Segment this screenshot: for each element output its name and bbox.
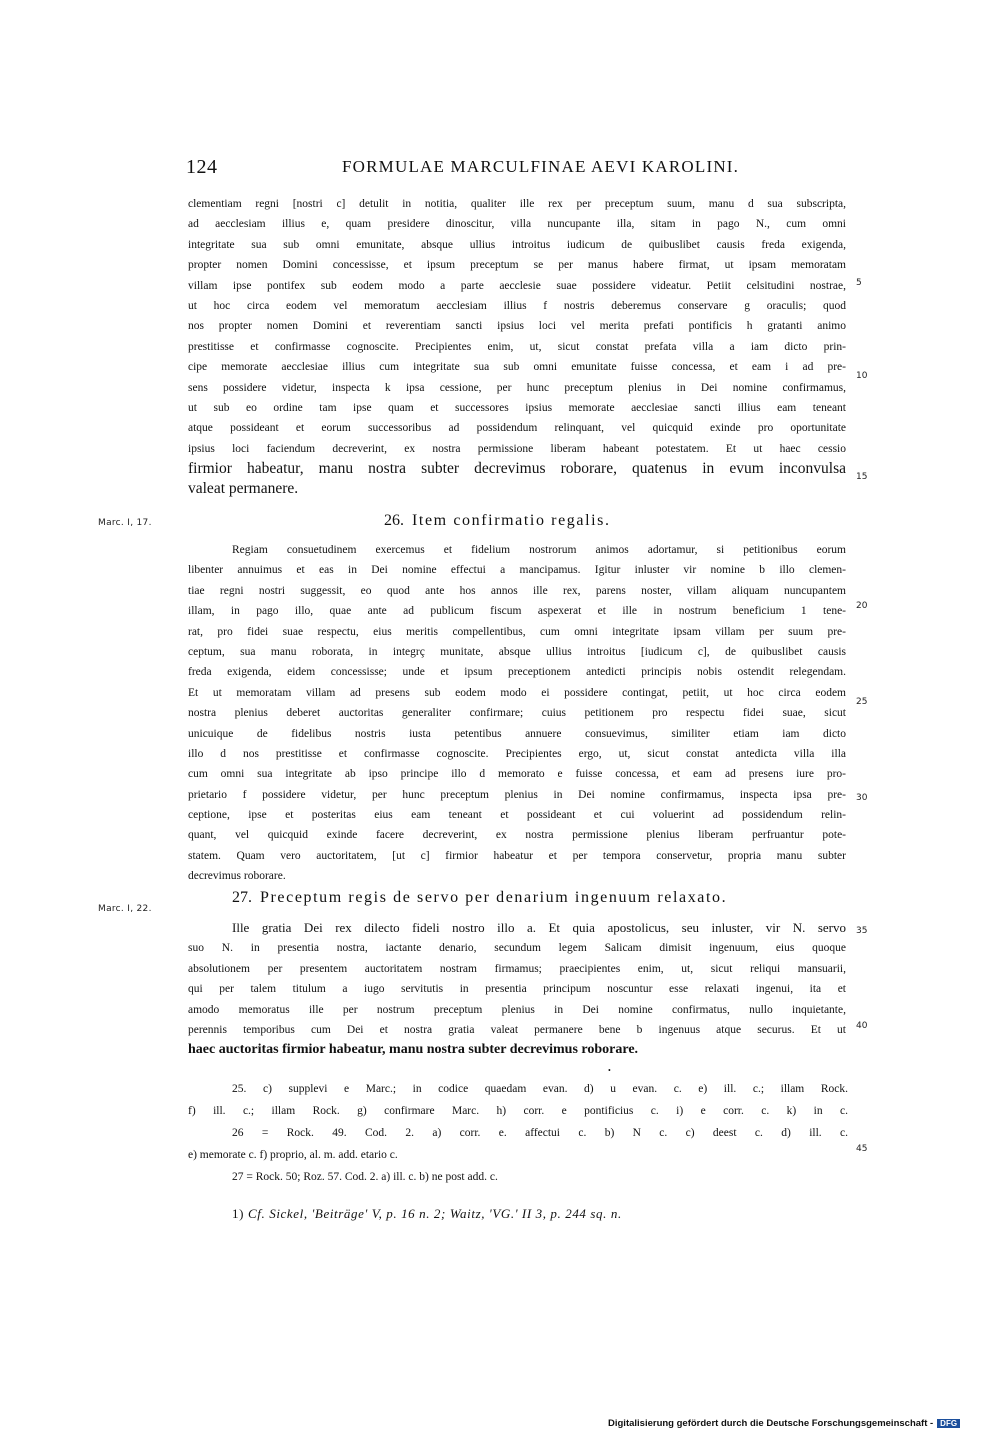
section-heading-27 [232,889,727,907]
footnote-number: 1) [232,1206,245,1221]
section-25-text [188,194,846,500]
text-line: illam, in pago illo, quae ante ad publicum fiscum aspexerat et ille in nostrum beneficium 1 tene- [188,605,846,618]
page-number: 124 [186,156,218,178]
line-number: 40 [856,1021,868,1031]
text-line: Ille gratia Dei rex dilecto fideli nostro illo a. Et quia apostolicus, seu inluster, vir N. servo [232,920,846,935]
text-line: ceptum, sua manu roborata, in integrç munitate, absque ullius introitus [iudicum c], de quibuslibet causis [188,645,846,658]
text-line: clementiam regni [nostri c] detulit in notitia, qualiter ille rex per preceptum suum, manu d sua subscripta, [188,198,846,210]
text-line: illo d nos prestitisse et confirmasse cognoscite. Precipientes ergo, ut, sicut constat antedicta villa illa [188,747,846,760]
line-number: 30 [856,793,868,803]
text-line: nos propter nomen Domini et reverentiam sancti ipsius loci vel merita prefati pontificis h gratanti animo [188,320,846,333]
text-line: Et ut memoratam villam ad presens sub eodem modo ei possidere contingat, petiit, ut hoc circa eodem [188,686,846,699]
text-line: nostra plenius deberet auctoritas generaliter confirmare; cuius petitionem pro respectu fidei suae, sicut [188,707,846,720]
text-line: ceptione, ipse et posteritas eius eam teneant et possideant et cui voluerint ad possidendum relin- [188,809,846,822]
text-line: ut hoc circa eodem vel memoratum aecclesiam illius f nostris deberemus conservare g oraculis; quod [188,299,846,312]
text-line: quant, vel quicquid exinde facere decreverint, ex nostra permissione plenius liberam perfruantur pote- [188,829,846,842]
line-number: 20 [856,601,868,611]
text-line: perennis temporibus cum Dei et nostra gratia valeat permanere bene b ingenuus atque securus. Et ut [188,1023,846,1036]
section-27-text [188,918,846,1061]
text-line: valeat permanere. [188,480,299,498]
text-line: freda exigenda, eidem concessisse; unde et ipsum preceptionem antedicti principis nobis ostendit relegendam. [188,666,846,679]
text-line: rat, pro fidei suae respectu, eius meritis compellentibus, cum omni integritate ipsam villam per suum pre- [188,625,846,638]
apparatus-line: f) ill. c.; illam Rock. g) confirmare Marc. h) corr. e pontificius c. i) e corr. c. k) in c. [188,1105,848,1117]
line-number: 35 [856,926,868,936]
text-line: ipsius loci faciendum decreverint, ex nostra permissione liberam habeant potestatem. Et ut haec cessio [188,442,846,455]
text-line: integritate sua sub omni emunitate, absque ullius introitus iudicum de quibuslibet causis freda exigenda, [188,238,846,251]
text-line: qui per talem titulum a iugo servitutis in presentia principum noscuntur esse relaxati ingenui, ita et [188,983,846,996]
margin-ref-26: Marc. I, 17. [98,518,152,528]
line-number: 25 [856,697,868,707]
asterisk-mark: • [608,1066,611,1075]
section-number: 26. [384,512,404,529]
dfg-logo: DFG [937,1419,960,1428]
apparatus-line: 27 = Rock. 50; Roz. 57. Cod. 2. a) ill. c. b) ne post add. c. [232,1171,498,1183]
line-number: 5 [856,278,862,288]
text-line: absolutionem per presentem auctoritatem nostram firmamus; praecipientes enim, ut, sicut reliqui mansuarii, [188,962,846,975]
text-line: cum omni sua integritate ab ipso principe illo d memorato e fuisse concessa, et eam ad presens iure pro- [188,768,846,781]
text-line: Regiam consuetudinem exercemus et fidelium nostrorum animos adortamur, si petitionibus eorum [232,544,846,556]
text-line: propter nomen Domini concessisse, et ipsum preceptum se per manus habere firmat, ut ipsam memoratam [188,259,846,272]
line-number: 45 [856,1144,868,1154]
text-line: libenter annuimus et eas in Dei nomine effectui a mancipamus. Igitur inluster vir nomine b illo clemen- [188,564,846,577]
credit-text: Digitalisierung gefördert durch die Deutsche Forschungsgemeinschaft - [608,1418,934,1429]
section-26-text [188,540,846,887]
text-line: villam ipse pontifex sub eodem modo a parte aecclesie suae possidere videatur. Petiit celsitudini nostrae, [188,279,846,292]
section-number: 27. [232,889,252,906]
section-heading-26 [384,512,611,530]
line-number: 10 [856,371,868,381]
apparatus-line: 25. c) supplevi e Marc.; in codice quaedam evan. d) u evan. c. e) ill. c.; illam Rock. [232,1083,848,1095]
text-line: cipe memorate aecclesiae illius cum integritate sua sub omni emunitate fuisse concessa, et eam i ad pre- [188,361,846,374]
text-line: prietario f possidere videtur, per hunc preceptum plenius in Dei nomine confirmamus, inspecta ipsa pre- [188,788,846,801]
running-head: FORMULAE MARCULFINAE AEVI KAROLINI. [342,157,740,176]
text-line: prestitisse et confirmasse cognoscite. Precipientes enim, ut, sicut constat prefata villa a iam dicto prin- [188,340,846,353]
text-line: decrevimus roborare. [188,870,286,883]
text-line: ut sub eo ordine tam ipse quam et successores ipsius memorate aecclesiae sancti illius eam teneant [188,401,846,414]
text-line: tiae regni nostri suggessit, eo quod ante hos annos ille rex, parens noster, villam aliquam nuncupantem [188,584,846,597]
footnote [232,1206,622,1222]
text-line: statem. Quam vero auctoritatem, [ut c] firmior habeatur et per tempora conservetur, propria manu subter [188,849,846,862]
text-line: atque possideant et eorum successoribus ad possidendum relinquant, vel quicquid exinde pro oportunitate [188,422,846,435]
section-title: Preceptum regis de servo per denarium ingenuum relaxato. [260,889,728,906]
text-line: unicuique de fidelibus nostris iusta petentibus annuere consuevimus, similiter etiam iam dicto [188,727,846,740]
footnote-text: Cf. Sickel, 'Beiträge' V, p. 16 n. 2; Waitz, 'VG.' II 3, p. 244 sq. n. [248,1206,622,1221]
text-line: firmior habeatur, manu nostra subter decrevimus roborare, quatenus in evum inconvulsa [188,460,846,478]
margin-ref-27: Marc. I, 22. [98,904,152,914]
section-title: Item confirmatio regalis. [412,512,611,529]
text-line: ad aecclesiam illius e, quam presidere dinoscitur, villa nuncupante illa, sitam in pago N., cum omni [188,218,846,231]
critical-apparatus [188,1078,848,1188]
text-line: amodo memoratus ille per nostrum preceptum plenius in Dei nomine confirmatus, nullo inquietante, [188,1003,846,1016]
apparatus-line: e) memorate c. f) proprio, al. m. add. etario c. [188,1149,398,1161]
text-line: suo N. in presentia nostra, iactante denario, secundum legem Salicam dimisit ingenuum, eius quoque [188,942,846,955]
digitization-credit [608,1418,960,1429]
text-line: haec auctoritas firmior habeatur, manu nostra subter decrevimus roborare. [188,1042,639,1058]
line-number: 15 [856,472,868,482]
text-line: sens possidere videtur, inspecta k ipsa cessione, per hunc preceptum plenius in Dei nomine confirmamus, [188,381,846,394]
apparatus-line: 26 = Rock. 49. Cod. 2. a) corr. e. affectui c. b) N c. c) deest c. d) ill. c. [232,1127,848,1139]
